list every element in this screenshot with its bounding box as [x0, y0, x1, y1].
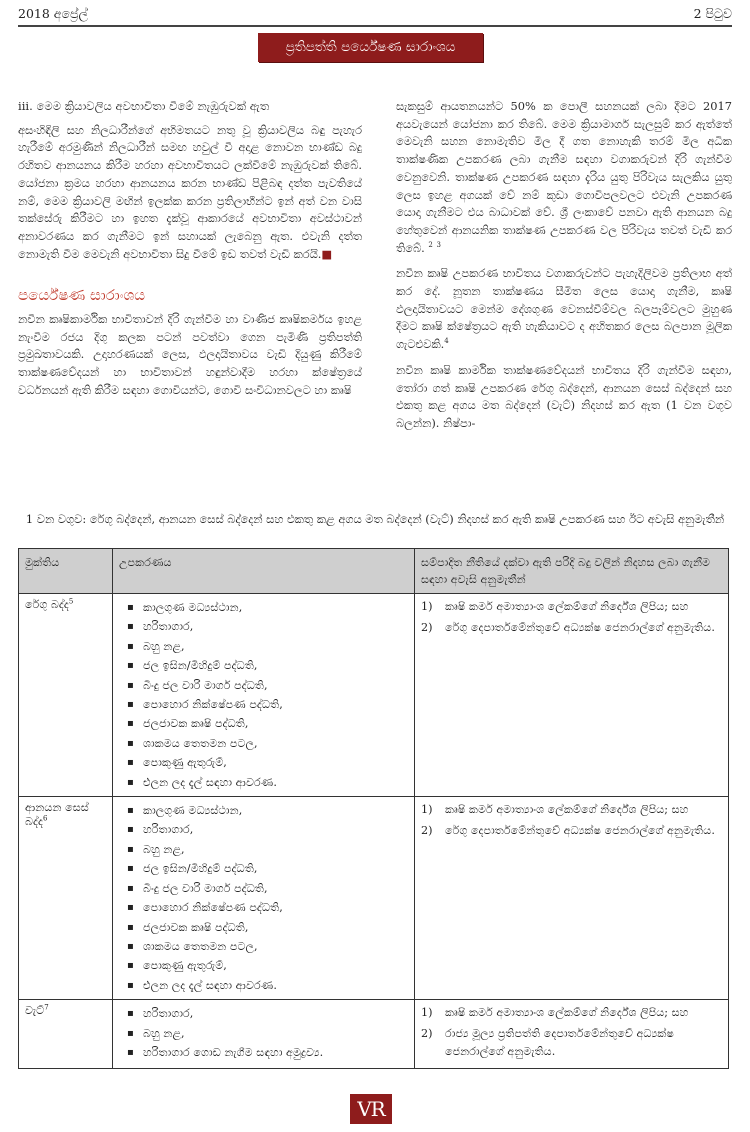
list-item: ▪ පොකුණු ඇතුරුම්, — [119, 956, 408, 975]
exemption-cell: රේගු බද්ද$^5$ — [19, 594, 113, 797]
list-item: ▪ බිංදු ජල වාරි මාර්ග පද්ධති, — [119, 676, 408, 695]
column-header: සම්පාදිත නීතියේ දක්වා ඇති පරිදි බදු වලින් නිදහස ලබා ගැනීම සඳහා අවැසි අනුමැතීන් — [415, 549, 729, 594]
footnote-ref: 6 — [42, 814, 48, 823]
equipment-cell — [113, 797, 415, 1000]
equipment-cell — [113, 1000, 415, 1069]
column-header: මුක්තිය — [19, 549, 113, 594]
list-item: ▪ ශාකමය තෙතමන පටල, — [119, 937, 408, 956]
approval-cell — [415, 1000, 729, 1069]
equipment-cell — [113, 594, 415, 797]
list-item: ▪ හරිතාගාර, — [119, 1004, 408, 1023]
list-item: ▪ එලන ලද දැල් සඳහා ආවරණ. — [119, 976, 408, 995]
section-title: පර්යේෂණ සාරාංශය — [18, 286, 146, 305]
paragraph: අසංහිඳිලි සහ නිලධාරීන්ගේ අභිමතයට නතු වූ ක්‍රියාවලිය බඳු පැහැර හැරීමේ අරමුණින් නිලධාරීන් සමඟ හවුල් වී අදාළ නොවන භාණ්ඩ බදු රහිතව ආනයනය කිරීම හරහා අවභාවිතයට ලක්වීමේ නැඹුරුවක් තිබේ. යෝජනා ක්‍රමය හරහා ආනයනය කරන භාණ්ඩ පිළිබඳ දත්ත පැවතියේ නම්, මෙම ක්‍රියාවලි මඟින් ඉලක්ක කරන ප්‍රතිලාභීන්ට ඉන් අත් වන වාසි තක්සේරු කිරීමට හා ඉහත දැක්වූ ආකාරයේ අවභාවිතා අවස්ථාවන් අනාවරණය කර ගැනීමට ඉන් සහායක් ලැබෙනු ඇත. එවැනි දත්ත නොමැති වීම මෙවැනි අවභාවිතා සිදු වීමේ ඉඩ තවත් වැඩි කරයි.■ — [18, 122, 362, 261]
end-mark-icon: ■ — [321, 246, 333, 261]
equipment-list — [119, 801, 408, 995]
paragraph: නවීන කෘෂිකාර්මික භාවිතාවන් දිරි ගැන්වීම හා වාණිජ කෘෂිකර්මය ඉහළ නැංවීම රජය දිගු කලක පටන් පවත්වා ගෙන පැමිණි ප්‍රතිපත්ති ප්‍රමුඛතාවයකි. උදාහරණයක් ලෙස, ඵලදායිතාවය වැඩි දියුණු කිරීමේ තාක්ෂණවේදයන් හා භාවිතාවන් හඳුන්වාදීම හරහා ක්ෂේත්‍රයේ වර්ධනයන් ඇති කිරීම සඳහා ගොවියන්ට, ගොවි සංවිධානවලට හා කෘෂි — [18, 312, 362, 397]
footnote-ref: 7 — [44, 1003, 49, 1012]
list-item: 2) රේගු දෙපාර්තමේන්තුවේ අධ්‍යක්ෂ ජෙනරාල්ගේ අනුමැතිය. — [421, 823, 715, 837]
approval-list — [421, 1004, 722, 1062]
list-item: ▪ හරිතාගාර, — [119, 820, 408, 839]
list-item: 2) රේගු දෙපාර්තමේන්තුවේ අධ්‍යක්ෂ ජෙනරාල්ගේ අනුමැතිය. — [421, 620, 715, 634]
page-number: 2 පිටුව — [693, 6, 732, 21]
paragraph: සැකසුම් ආයතනයන්ට 50% ක පොලී සහනයක් ලබා දීමට 2017 අයවැයෙන් යෝජනා කර තිබේ. මෙම ක්‍රියාමාර්ග සැලසුම් කර ඇත්තේ මෙවැනි සහන නොමැතිව මිල දී ගත නොහැකි තරම් මිල අධික තාක්ෂණික උපකරණ ලබා ගැනීම සඳහා වගාකරුවන් දිරි ගැන්වීම වෙනුවෙනි. තාක්ෂණ උපකරණ සඳහා දැරිය යුතු පිරිවැය සැලකිය යුතු ලෙස ඉහළ අගයක් වේ නම් කුඩා ගොවිපලවලට එවැනි උපකරණ යොදා ගැනීමට එය බාධාවක් වේ. ශ්‍රී ලංකාවේ පනවා ඇති ආනයන බදු හේතුවෙන් ආනයනික තාක්ෂණ උපකරණ වල පිරිවැය තවත් වැඩි කර තිබේ. $^2$ $^3$ — [396, 99, 732, 255]
list-item: ▪ ජල ඉසින/මිහිදුම් පද්ධති, — [119, 656, 408, 675]
list-item: ▪ හරිතාගාර, — [119, 617, 408, 636]
publisher-logo: VR — [350, 1094, 392, 1124]
exemption-cell: ආනයන සෙස් බද්ද$^6$ — [19, 797, 113, 1000]
list-item: 1) කෘෂි කර්ම අමාත්‍යාංශ ලේකම්ගේ නිර්දේශ ලිපිය; සහ — [421, 803, 689, 817]
list-item: ▪ කාලගුණ මධ්‍යස්ථාන, — [119, 801, 408, 820]
left-column — [18, 98, 362, 408]
list-item: ▪ පොකුණු ඇතුරුම්, — [119, 753, 408, 772]
equipment-list — [119, 598, 408, 792]
footnote-ref: 5 — [68, 597, 74, 606]
list-item: ▪ ශාකමය තෙතමන පටල, — [119, 734, 408, 753]
table-header-row — [19, 549, 729, 594]
header-rule — [18, 25, 732, 27]
footnote-ref: 2 — [428, 240, 433, 249]
list-item: ▪ පොහොර නික්ෂේපණ පද්ධති, — [119, 898, 408, 917]
list-item: ▪ බහු නළ, — [119, 840, 408, 859]
right-column — [396, 98, 732, 441]
exemptions-table — [18, 548, 729, 1069]
subsection-heading: iii. මෙම ක්‍රියාවලිය අවභාවිතා වීමේ නැඹුරුවක් ඇත — [18, 99, 270, 113]
list-item: 1) කෘෂි කර්ම අමාත්‍යාංශ ලේකම්ගේ නිර්දේශ ලිපිය; සහ — [421, 600, 689, 613]
list-item: ▪ ජලජාවක කෘෂි පද්ධති, — [119, 714, 408, 733]
list-item: 1) කෘෂි කර්ම අමාත්‍යාංශ ලේකම්ගේ නිර්දේශ ලිපිය; සහ — [421, 1006, 689, 1020]
approval-cell — [415, 594, 729, 797]
paragraph: නවීන කෘෂි කාර්මික තාක්ෂණවේදයන් භාවිතය දිරි ගැන්වීම සඳහා, තෝරා ගත් කෘෂි උපකරණ රේගු බද්දෙන්, ආනයන සෙස් බද්දෙන් සහ එකතු කළ අගය මත බද්දෙන් (වැට්) නිදහස් කර ඇත (1 වන වගුව බලන්න). නිෂ්පා- — [396, 362, 732, 430]
equipment-list — [119, 1004, 408, 1062]
issue-date: 2018 අප්‍රේල් — [18, 6, 88, 21]
list-item: ▪ කාලගුණ මධ්‍යස්ථාන, — [119, 598, 408, 617]
footnote-ref: 3 — [436, 240, 441, 249]
page-banner: ප්‍රතිපත්ති පර්යේෂණ සාරාංශය — [258, 33, 483, 62]
list-item: 2) රාජ්‍ය මූල්‍ය ප්‍රතිපත්ති දෙපාර්තමේන්තුවේ අධ්‍යක්ෂ ජෙනරාල්ගේ අනුමැතිය. — [421, 1026, 674, 1059]
list-item: ▪ ජලජාවක කෘෂි පද්ධති, — [119, 918, 408, 937]
approval-cell — [415, 797, 729, 1000]
table-caption: 1 වන වගුව: රේගු බද්දෙන්, ආනයන සෙස් බද්දෙන් සහ එකතු කළ අගය මත බද්දෙන් (වැට්) නිදහස් කර ඇති කෘෂි උපකරණ සහ ඊට අවැසි අනුමැතීන් — [25, 512, 725, 526]
list-item: ▪ එලන ලද දැල් සඳහා ආවරණ. — [119, 773, 408, 792]
exemption-cell: වැට්$^7$ — [19, 1000, 113, 1069]
table-row — [19, 797, 729, 1000]
approval-list — [421, 801, 722, 840]
paragraph: නවීන කෘෂි උපකරණ භාවිතය වගාකරුවන්ට පැහැදිලිවම ප්‍රතිලාභ අත් කර දේ. නූතන තාක්ෂණය සීමිත ලෙස යොදා ගැනීම, කෘෂි ඵලදායිතාවයට මෙන්ම දේශගුණ වෙනස්වීම්වල බලපෑම්වලට මුහුණ දීමට කෘෂි ක්ෂේත්‍රයට ඇති හැකියාවට ද අහිතකර ලෙස බලපාන මූලික ගැටළුවකි.$^4$ — [396, 266, 732, 352]
list-item: ▪ පොහොර නික්ෂේපණ පද්ධති, — [119, 695, 408, 714]
table-row — [19, 594, 729, 797]
column-header: උපකරණය — [113, 549, 415, 594]
table-row — [19, 1000, 729, 1069]
list-item: ▪ හරිතාගාර ගොඩ නැගීම සඳහා අමුද්‍රව්‍ය. — [119, 1043, 408, 1062]
list-item: ▪ බහු නළ, — [119, 1024, 408, 1043]
footnote-ref: 4 — [444, 337, 449, 346]
list-item: ▪ ජල ඉසින/මිහිදුම් පද්ධති, — [119, 859, 408, 878]
list-item: ▪ බහු නළ, — [119, 637, 408, 656]
approval-list — [421, 598, 722, 637]
page-header — [18, 6, 732, 22]
list-item: ▪ බිංදු ජල වාරි මාර්ග පද්ධති, — [119, 879, 408, 898]
